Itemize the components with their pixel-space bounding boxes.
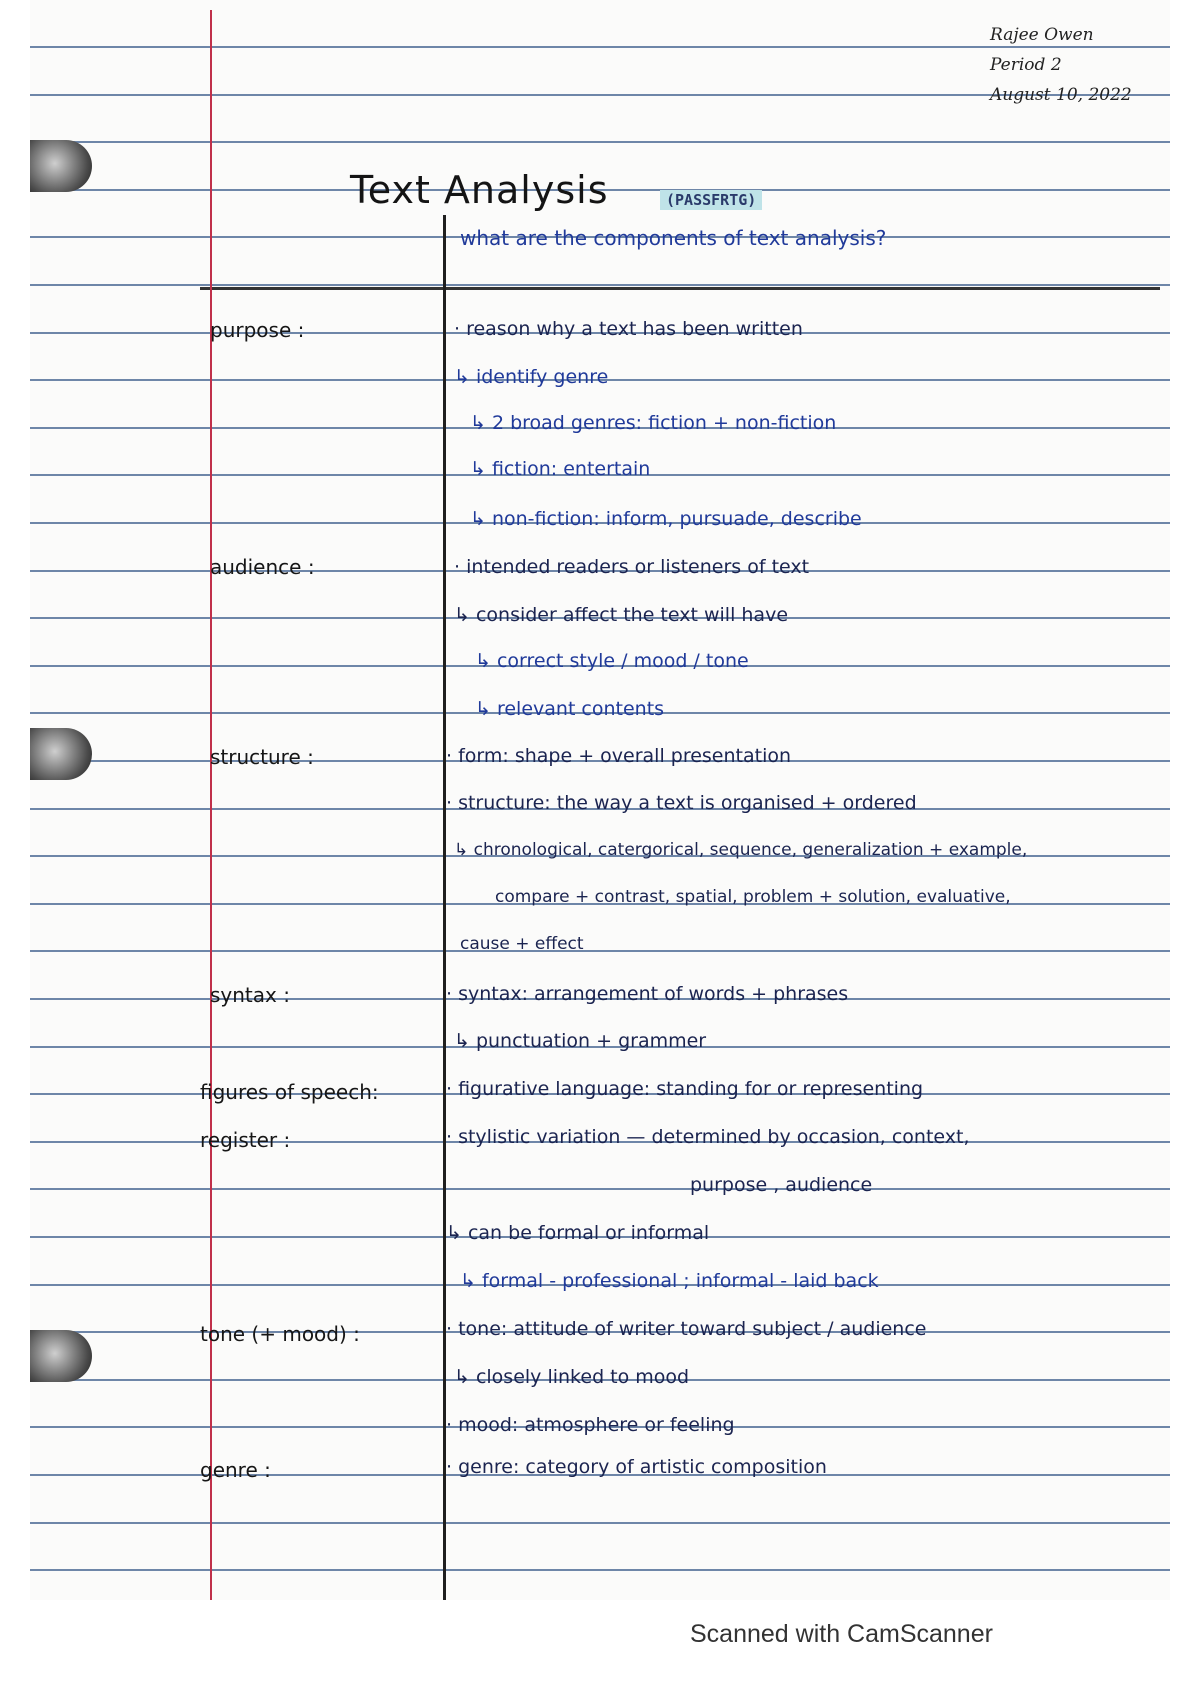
term-structure: structure : <box>210 745 314 769</box>
note-line: ↳ closely linked to mood <box>454 1366 690 1388</box>
binder-ring-icon <box>30 140 92 192</box>
note-line: · intended readers or listeners of text <box>454 556 810 578</box>
binder-ring-icon <box>30 728 92 780</box>
note-line: ↳ identify genre <box>454 366 609 388</box>
margin-line <box>210 10 212 1600</box>
ruled-line <box>30 1569 1170 1571</box>
term-tone: tone (+ mood) : <box>200 1322 360 1346</box>
note-line: · syntax: arrangement of words + phrases <box>446 983 849 1005</box>
ruled-line <box>30 950 1170 952</box>
note-line: · genre: category of artistic composition <box>446 1456 827 1478</box>
note-line: ↳ relevant contents <box>475 698 665 720</box>
note-line: ↳ punctuation + grammer <box>454 1030 707 1052</box>
note-line: ↳ formal - professional ; informal - laid back <box>460 1270 879 1292</box>
note-line: ↳ 2 broad genres: fiction + non-fiction <box>470 412 837 434</box>
note-line: · structure: the way a text is organised + ordered <box>446 792 917 814</box>
note-line: ↳ can be formal or informal <box>446 1222 710 1244</box>
class-period: Period 2 <box>990 55 1062 75</box>
term-register: register : <box>200 1128 291 1152</box>
page-title: Text Analysis <box>350 168 609 212</box>
title-tag: (PASSFRTG) <box>660 190 762 210</box>
note-line: ↳ correct style / mood / tone <box>475 650 749 672</box>
student-name: Rajee Owen <box>990 25 1094 45</box>
scanner-watermark: Scanned with CamScanner <box>690 1620 993 1648</box>
note-line: ↳ consider affect the text will have <box>454 604 789 626</box>
note-line: · stylistic variation — determined by occasion, context, <box>446 1126 970 1148</box>
term-syntax: syntax : <box>210 983 290 1007</box>
binder-ring-icon <box>30 1330 92 1382</box>
note-line: purpose , audience <box>690 1174 873 1196</box>
ruled-line <box>30 1522 1170 1524</box>
term-figures-of-speech: figures of speech: <box>200 1080 379 1104</box>
ruled-line <box>30 141 1170 143</box>
note-line: · figurative language: standing for or representing <box>446 1078 924 1100</box>
term-genre: genre : <box>200 1458 271 1482</box>
term-purpose: purpose : <box>210 318 305 342</box>
note-line: · tone: attitude of writer toward subject / audience <box>446 1318 927 1340</box>
note-line: compare + contrast, spatial, problem + solution, evaluative, <box>495 887 1011 907</box>
date: August 10, 2022 <box>990 85 1132 105</box>
header-block <box>990 20 1132 110</box>
question: what are the components of text analysis? <box>460 226 887 250</box>
ruled-line <box>30 284 1170 286</box>
notebook-page <box>30 0 1170 1600</box>
note-line: · mood: atmosphere or feeling <box>446 1414 735 1436</box>
ruled-line <box>30 1188 1170 1190</box>
note-line: cause + effect <box>460 934 584 954</box>
header-separator <box>200 287 1160 290</box>
note-line: ↳ non-fiction: inform, pursuade, describe <box>470 508 862 530</box>
note-line: ↳ chronological, catergorical, sequence, generalization + example, <box>454 840 1028 860</box>
term-audience: audience : <box>210 555 315 579</box>
column-divider <box>443 215 446 1600</box>
note-line: · form: shape + overall presentation <box>446 745 792 767</box>
note-line: ↳ fiction: entertain <box>470 458 651 480</box>
note-line: · reason why a text has been written <box>454 318 803 340</box>
